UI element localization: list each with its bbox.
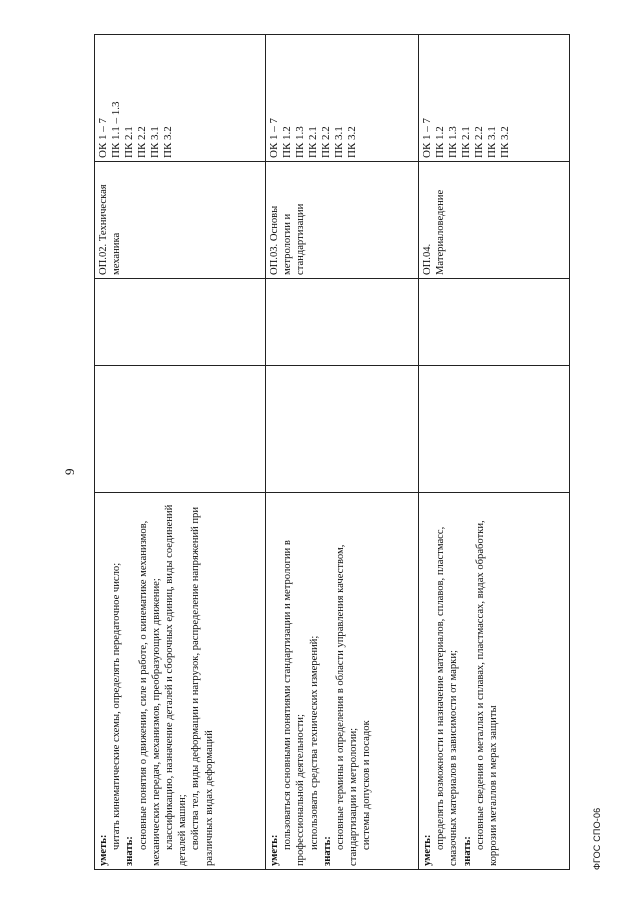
competency: ПК 1.2 — [281, 126, 293, 158]
competency: ПК 1.1 – 1.3 — [110, 101, 122, 158]
skills-cell — [266, 493, 419, 870]
competency: ОК 1 – 7 — [421, 117, 433, 158]
discipline-name: ОП.04. Материаловедение — [422, 189, 447, 275]
skill-item: пользоваться основными понятиями стандартизации и метрологии в профессиональной деятельности; — [282, 540, 307, 866]
skills-label: уметь: — [422, 834, 433, 866]
standards-table — [94, 34, 570, 870]
knowledge-label: знать: — [321, 836, 333, 866]
page-number: 9 — [62, 468, 77, 475]
empty-cell — [419, 279, 570, 366]
competency: ПК 3.1 — [333, 126, 345, 158]
competencies-cell — [95, 35, 266, 162]
competency: ПК 3.1 — [149, 126, 161, 158]
competency: ПК 2.2 — [136, 126, 148, 158]
competency: ПК 1.3 — [447, 126, 459, 158]
competencies-cell — [266, 35, 419, 162]
skill-item: использовать средства технических измерений; — [308, 635, 320, 850]
competency: ОК 1 – 7 — [97, 117, 109, 158]
discipline-cell — [266, 162, 419, 279]
table-row — [95, 35, 266, 870]
discipline-cell — [419, 162, 570, 279]
competency: ОК 1 – 7 — [268, 117, 280, 158]
knowledge-item: основные сведения о металлах и сплавах, пластмассах, видах обработки, коррозии металлов и мерах защиты — [474, 520, 500, 866]
knowledge-label: знать: — [461, 836, 473, 866]
skills-cell — [419, 493, 570, 870]
table-row — [419, 35, 570, 870]
knowledge-label: знать: — [124, 836, 136, 866]
discipline-name: ОП.03. Основы метрологии и стандартизации — [269, 203, 307, 275]
knowledge-item: классификацию, назначение деталей и сборочных единиц, виды соединений деталей машин; — [164, 504, 189, 866]
skills-cell — [95, 493, 266, 870]
skill-item: читать кинематические схемы, определять передаточное число; — [111, 562, 123, 850]
empty-cell — [419, 366, 570, 493]
skill-item: определять возможности и назначение материалов, сплавов, пластмасс, смазочных материалов в зависимости от марки; — [435, 526, 460, 866]
empty-cell — [95, 366, 266, 493]
discipline-cell — [95, 162, 266, 279]
competency: ПК 3.2 — [162, 126, 174, 158]
knowledge-item: основные термины и определения в области управления качеством, стандартизации и метрологии; — [335, 544, 360, 866]
competency: ПК 2.1 — [307, 126, 319, 158]
competency: ПК 2.1 — [123, 126, 135, 158]
skills-label: уметь: — [98, 834, 109, 866]
rotated-page — [62, 70, 602, 870]
empty-cell — [95, 279, 266, 366]
competency: ПК 3.2 — [346, 126, 358, 158]
competency: ПК 2.1 — [460, 126, 472, 158]
competency: ПК 3.2 — [499, 126, 511, 158]
competency: ПК 1.2 — [434, 126, 446, 158]
table-row — [266, 35, 419, 870]
competency: ПК 3.1 — [486, 126, 498, 158]
discipline-name: ОП.02. Техническая механика — [98, 184, 123, 275]
footer-label: ФГОС СПО-06 — [592, 807, 602, 870]
knowledge-item: системы допусков и посадок — [361, 720, 373, 850]
empty-cell — [266, 279, 419, 366]
competency: ПК 2.2 — [320, 126, 332, 158]
knowledge-item: свойства тел, виды деформации и нагрузок, распределение напряжений при различных видах деформаций — [190, 507, 215, 866]
competency: ПК 1.3 — [294, 126, 306, 158]
competency: ПК 2.2 — [473, 126, 485, 158]
competencies-cell — [419, 35, 570, 162]
skills-label: уметь: — [269, 834, 280, 866]
empty-cell — [266, 366, 419, 493]
knowledge-item: основные понятия о движении, силе и работе, о кинематике механизмов, механических передач, механизмов, преобразующих движение; — [137, 520, 162, 866]
